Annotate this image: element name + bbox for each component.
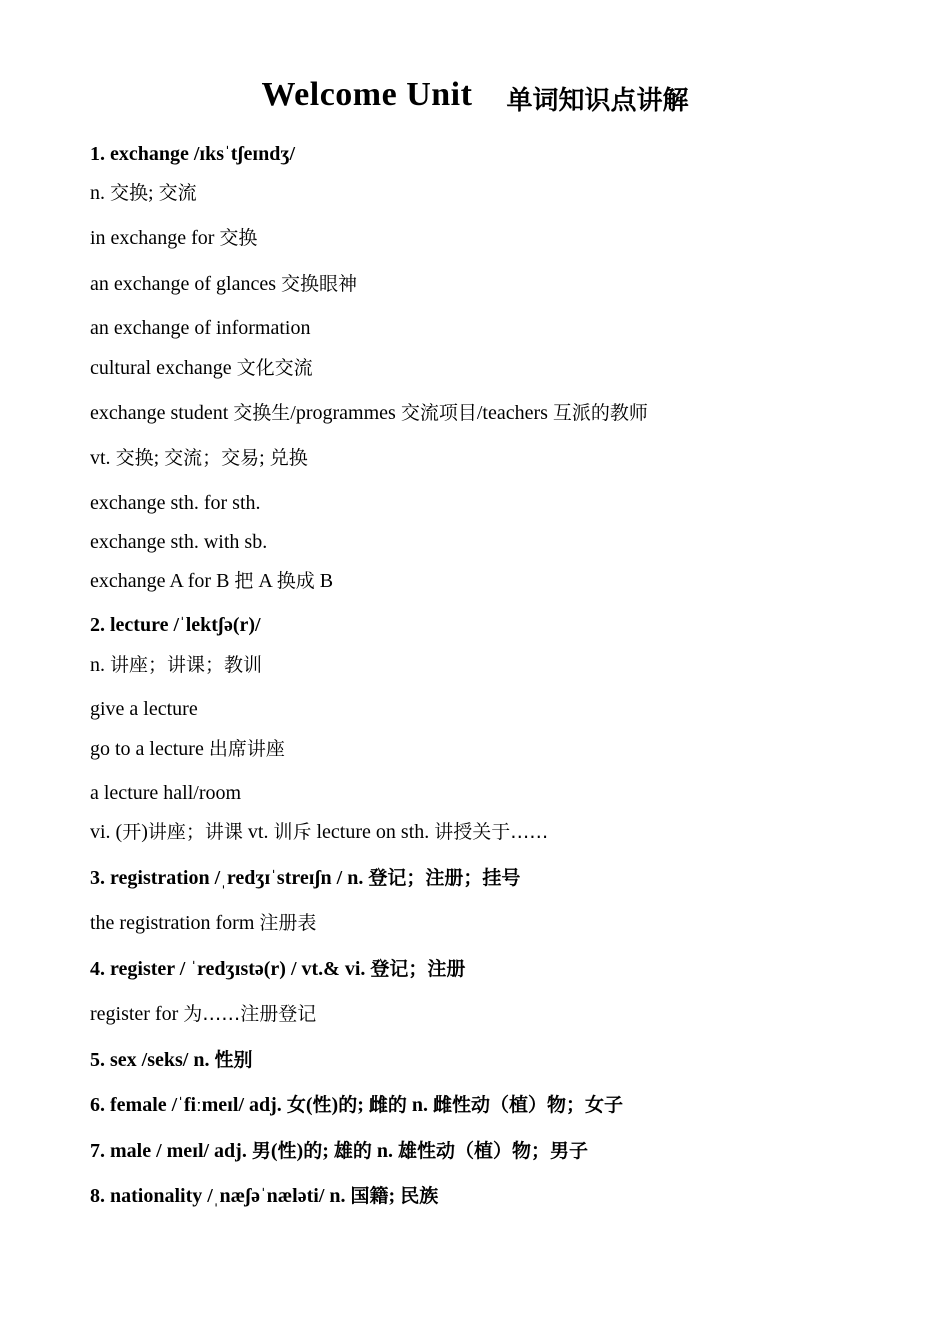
vocab-line: in exchange for 交换 bbox=[90, 227, 258, 249]
vocab-line: exchange sth. with sb. bbox=[90, 531, 268, 553]
vocab-line: exchange A for B 把 A 换成 B bbox=[90, 570, 334, 592]
vocab-line: 5. sex /seks/ n. 性别 bbox=[90, 1049, 253, 1071]
vocab-line: exchange sth. for sth. bbox=[90, 492, 261, 514]
vocab-line: an exchange of information bbox=[90, 317, 311, 339]
vocab-line: n. 讲座；讲课；教训 bbox=[90, 654, 263, 676]
vocab-line: vt. 交换; 交流；交易; 兑换 bbox=[90, 447, 308, 469]
vocab-line: 7. male / meɪl/ adj. 男(性)的; 雄的 n. 雄性动（植）物；男子 bbox=[90, 1140, 589, 1162]
title-english: Welcome Unit bbox=[261, 76, 473, 113]
title-chinese: 单词知识点讲解 bbox=[506, 86, 689, 116]
vocab-line: exchange student 交换生/programmes 交流项目/teachers 互派的教师 bbox=[90, 402, 648, 424]
vocab-line: n. 交换; 交流 bbox=[90, 182, 197, 204]
vocab-line: vi. (开)讲座；讲课 vt. 训斥 lecture on sth. 讲授关于…… bbox=[90, 821, 549, 843]
vocab-line: an exchange of glances 交换眼神 bbox=[90, 273, 358, 295]
vocab-line: cultural exchange 文化交流 bbox=[90, 357, 313, 379]
vocab-line: a lecture hall/room bbox=[90, 782, 242, 804]
vocab-line: go to a lecture 出席讲座 bbox=[90, 738, 285, 760]
vocab-line: register for 为……注册登记 bbox=[90, 1003, 317, 1025]
vocab-line: 6. female /ˈfiːmeɪl/ adj. 女(性)的; 雌的 n. 雌性动（植）物；女子 bbox=[90, 1094, 624, 1116]
vocab-line: 3. registration /ˌredʒɪˈstreɪʃn / n. 登记；注册；挂号 bbox=[90, 867, 521, 889]
vocab-line: 1. exchange /ɪksˈtʃeɪndʒ/ bbox=[90, 143, 296, 165]
vocab-line: 8. nationality /ˌnæʃəˈnæləti/ n. 国籍; 民族 bbox=[90, 1185, 439, 1207]
vocab-line: the registration form 注册表 bbox=[90, 912, 317, 934]
vocab-line: give a lecture bbox=[90, 698, 198, 720]
page-title bbox=[0, 76, 950, 114]
vocab-line: 4. register / ˈredʒɪstə(r) / vt.& vi. 登记；注册 bbox=[90, 958, 466, 980]
vocab-line: 2. lecture /ˈlektʃə(r)/ bbox=[90, 614, 261, 636]
